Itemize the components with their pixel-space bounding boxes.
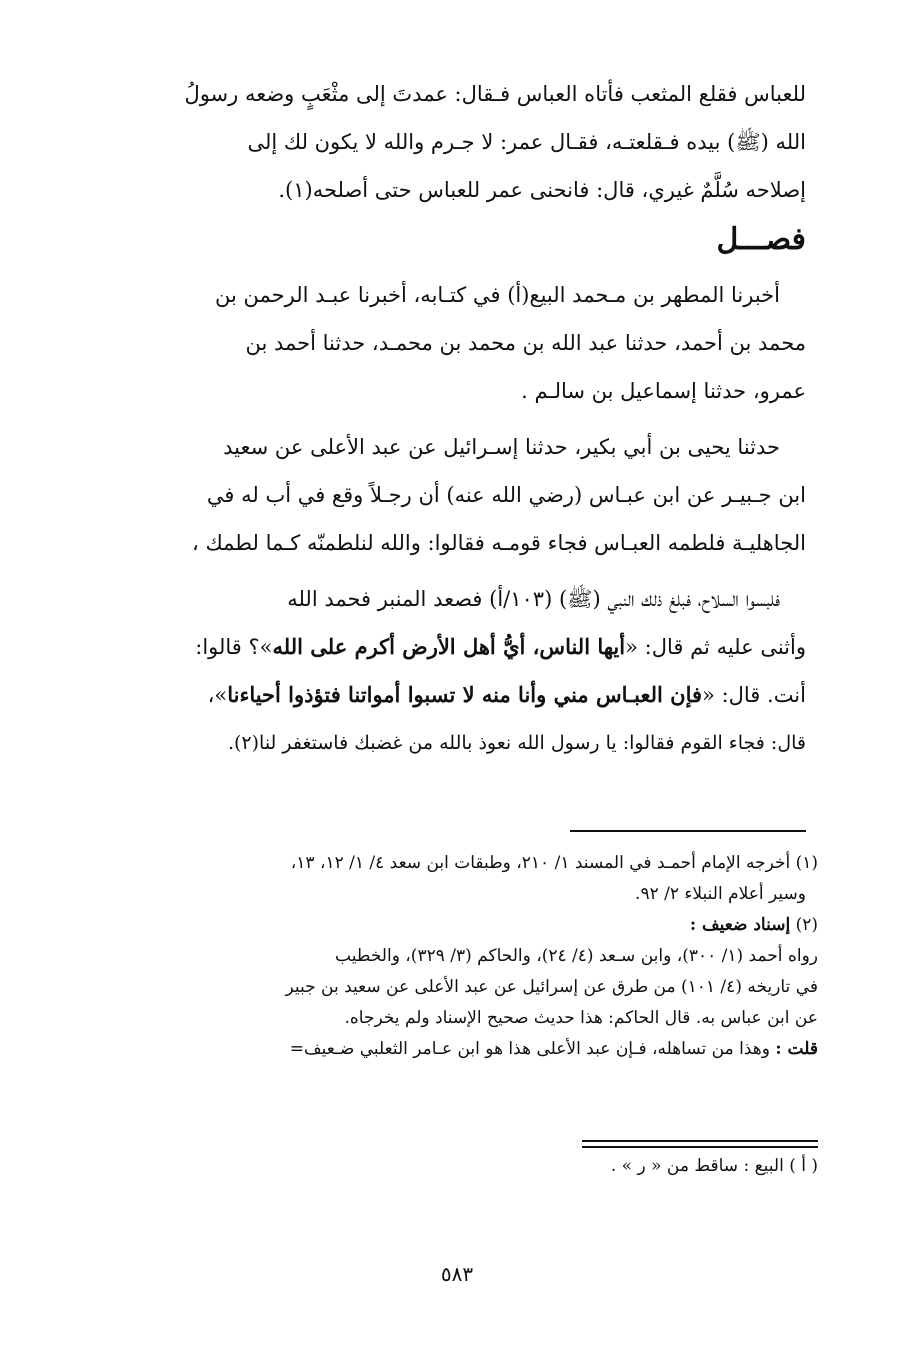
top-paragraph <box>90 70 806 214</box>
section-heading <box>90 222 806 257</box>
text-line: أخبرنا المطهر بن مـحمد البيع(أ) في كتـابه، أخبرنا عبـد الرحمن بن <box>215 283 780 307</box>
hadith-continuation <box>90 575 806 767</box>
footnote-line <box>90 910 818 941</box>
footnote-qult: قلت : <box>775 1039 818 1059</box>
section-heading-text: فصـــل <box>716 222 806 257</box>
text-line: عمرو، حدثنا إسماعيل بن سالـم . <box>521 379 806 403</box>
main-text <box>90 70 806 775</box>
text-line <box>90 623 806 671</box>
text-line: قال: فجاء القوم فقالوا: يا رسول الله نعوذ بالله من غضبك فاستغفر لنا(٢). <box>227 732 806 754</box>
text-line <box>90 671 806 719</box>
footnote-separator <box>570 830 806 832</box>
footnote-line: عن ابن عباس به. قال الحاكم: هذا حديث صحيح الإسناد ولم يخرجاه. <box>344 1008 818 1028</box>
text-span: وهذا من تساهله، فـإن عبد الأعلى هذا هو ابن عـامر الثعلبي ضـعيف= <box>289 1039 776 1059</box>
text-line: للعباس فقلع المثعب فأتاه العباس فـقال: عمدتَ إلى مثْعَبٍ وضعه رسولُ <box>184 82 806 106</box>
text-line: إصلاحه سُلَّمٌ غيري، قال: فانحنى عمر للعباس حتى أصلحه(١). <box>278 178 806 202</box>
footnote-line: رواه أحمد (١/ ٣٠٠)، وابن سـعد (٤/ ٢٤)، والحاكم (٣/ ٣٢٩)، والخطيب <box>335 946 818 966</box>
text-line: حدثنا يحيى بن أبي بكير، حدثنا إسـرائيل عن عبد الأعلى عن سعيد <box>223 435 780 459</box>
page-number: ٥٨٣ <box>440 1262 474 1286</box>
footnote-number: (٢) <box>790 915 818 935</box>
isnad-paragraph <box>90 271 806 415</box>
prophet-quote-bold: أيها الناس، أيُّ أهل الأرض أكرم على الله <box>272 634 626 659</box>
text-span: »، <box>207 683 228 707</box>
text-span: وأثنى عليه ثم قال: « <box>625 635 806 659</box>
text-line: الله (ﷺ) بيده فـقلعتـه، فقـال عمر: لا جـرم والله لا يكون لك إلى <box>247 130 806 154</box>
footnote-line: في تاريخه (٤/ ١٠١) من طرق عن إسرائيل عن عبد الأعلى عن سعيد بن جبير <box>285 977 818 997</box>
margin-note-separator <box>582 1140 818 1148</box>
footnote-line: (١) أخرجه الإمام أحمـد في المسند ١/ ٢١٠، وطبقات ابن سعد ٤/ ١/ ١٢، ١٣، <box>290 853 818 873</box>
footnote-grading: إسناد ضعيف : <box>689 915 791 935</box>
text-span: أنت. قال: « <box>702 683 806 707</box>
text-line: الجاهليـة فلطمه العبـاس فجاء قومـه فقالوا: والله لنلطمنّه كـما لطمك ، <box>191 531 806 555</box>
footnote-line: وسير أعلام النبلاء ٢/ ٩٢. <box>635 884 806 904</box>
manuscript-variant-note: ( أ ) البيع : ساقط من « ر » . <box>610 1156 818 1176</box>
text-line: محمد بن أحمد، حدثنا عبد الله بن محمد بن محمـد، حدثنا أحمد بن <box>245 331 806 355</box>
footnote-line <box>90 1034 818 1065</box>
text-span: »؟ قالوا: <box>195 635 273 659</box>
text-line: فلبسوا السلاح، فبلغ ذلك النبي (ﷺ) (١٠٣/أ) فصعد المنبر فحمد الله <box>287 587 780 611</box>
footnotes <box>90 848 818 1065</box>
hadith-paragraph <box>90 423 806 567</box>
text-line: ابن جـبيـر عن ابن عبـاس (رضي الله عنه) أن رجـلاً وقع في أب له في <box>206 483 806 507</box>
prophet-quote-bold: فإن العبـاس مني وأنا منه لا تسبوا أمواتنا فتؤذوا أحياءنا <box>227 682 703 707</box>
